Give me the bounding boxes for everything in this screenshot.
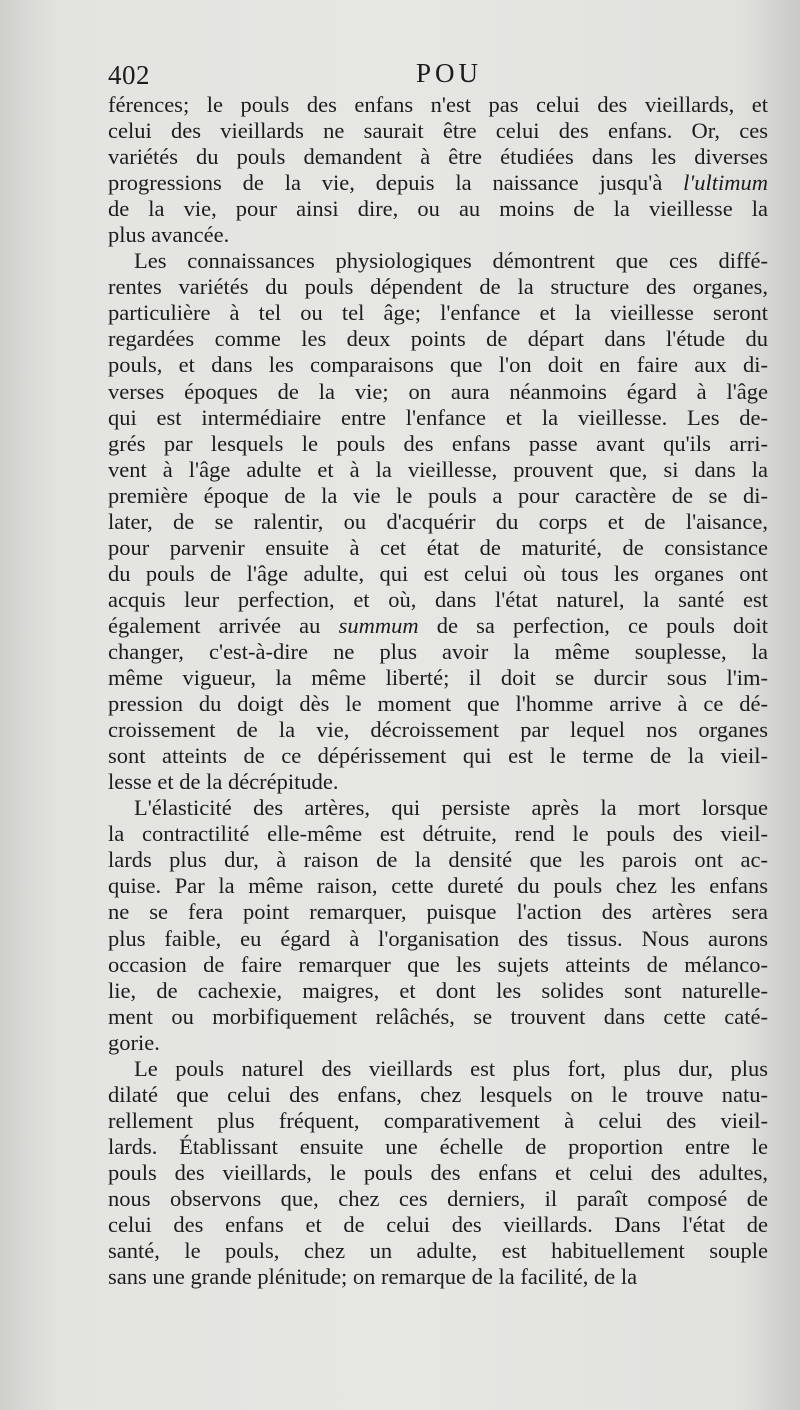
paragraph — [108, 248, 768, 795]
running-head: POU — [416, 58, 483, 88]
text-line: variétés du pouls demandent à être étudiées dans les diverses — [108, 144, 768, 170]
text-line: L'élasticité des artères, qui persiste après la mort lorsque — [134, 795, 768, 821]
text-line: de la vie, pour ainsi dire, ou au moins de la vieillesse la — [108, 196, 768, 222]
page-header — [108, 58, 768, 94]
text-line: verses époques de la vie; on aura néanmoins égard à l'âge — [108, 378, 768, 404]
text-line: vent à l'âge adulte et à la vieillesse, prouvent que, si dans la — [108, 456, 768, 482]
text-line: sans une grande plénitude; on remarque de la facilité, de la — [108, 1264, 638, 1290]
text-line: quise. Par la même raison, cette dureté du pouls chez les enfans — [108, 873, 768, 899]
text-line: la contractilité elle-même est détruite, rend le pouls des vieil- — [108, 821, 768, 847]
text-line: nous observons que, chez ces derniers, il paraît composé de — [108, 1185, 768, 1211]
text-line: férences; le pouls des enfans n'est pas celui des vieillards, et — [108, 92, 768, 117]
text-line: gorie. — [108, 1029, 160, 1055]
text-line: qui est intermédiaire entre l'enfance et la vieillesse. Les de- — [108, 404, 768, 430]
text-line: acquis leur perfection, et où, dans l'état naturel, la santé est — [108, 586, 768, 612]
text-line: particulière à tel ou tel âge; l'enfance et la vieillesse seront — [108, 300, 768, 326]
text-line: première époque de la vie le pouls a pour caractère de se di- — [108, 482, 768, 508]
text-line: pouls des vieillards, le pouls des enfans et celui des adultes, — [108, 1159, 768, 1185]
text-line: pour parvenir ensuite à cet état de maturité, de consistance — [108, 534, 768, 560]
text-line: santé, le pouls, chez un adulte, est habituellement souple — [108, 1238, 768, 1264]
text-line: plus avancée. — [108, 222, 230, 248]
text-line: celui des vieillards ne saurait être celui des enfans. Or, ces — [108, 118, 768, 144]
text-line: plus faible, eu égard à l'organisation des tissus. Nous aurons — [108, 925, 768, 951]
text-line: lesse et de la décrépitude. — [108, 769, 339, 795]
page-number: 402 — [108, 60, 150, 90]
text-line: croissement de la vie, décroissement par lequel nos organes — [108, 717, 768, 743]
text-line: progressions de la vie, depuis la naissance jusqu'à l'ultimum — [108, 170, 768, 196]
text-line: lards plus dur, à raison de la densité que les parois ont ac- — [108, 847, 768, 873]
text-line: également arrivée au summum de sa perfection, ce pouls doit — [108, 612, 768, 638]
text-line: ment ou morbifiquement relâchés, se trouvent dans cette caté- — [108, 1003, 768, 1029]
body-text — [108, 92, 768, 1290]
text-line: rentes variétés du pouls dépendent de la structure des organes, — [108, 274, 768, 300]
text-line: later, de se ralentir, ou d'acquérir du corps et de l'aisance, — [108, 508, 768, 534]
text-line: dilaté que celui des enfans, chez lesquels on le trouve natu- — [108, 1081, 768, 1107]
text-line: occasion de faire remarquer que les sujets atteints de mélanco- — [108, 951, 768, 977]
text-line: lie, de cachexie, maigres, et dont les solides sont naturelle- — [108, 977, 768, 1003]
text-line: changer, c'est-à-dire ne plus avoir la même souplesse, la — [108, 638, 768, 664]
text-line: sont atteints de ce dépérissement qui est le terme de la vieil- — [108, 743, 768, 769]
text-line: grés par lesquels le pouls des enfans passe avant qu'ils arri- — [108, 430, 768, 456]
text-line: pouls, et dans les comparaisons que l'on doit en faire aux di- — [108, 352, 768, 378]
paragraph — [108, 795, 768, 1055]
text-line: du pouls de l'âge adulte, qui est celui où tous les organes ont — [108, 560, 768, 586]
text-line: Le pouls naturel des vieillards est plus fort, plus dur, plus — [134, 1055, 768, 1081]
text-line: Les connaissances physiologiques démontrent que ces diffé- — [134, 248, 768, 274]
text-line: celui des enfans et de celui des vieillards. Dans l'état de — [108, 1212, 768, 1238]
paragraph — [108, 1056, 768, 1290]
text-line: regardées comme les deux points de départ dans l'étude du — [108, 326, 768, 352]
text-line: pression du doigt dès le moment que l'homme arrive à ce dé- — [108, 691, 768, 717]
text-line: ne se fera point remarquer, puisque l'action des artères sera — [108, 899, 768, 925]
text-line: lards. Établissant ensuite une échelle de proportion entre le — [108, 1133, 768, 1159]
text-line: rellement plus fréquent, comparativement à celui des vieil- — [108, 1107, 768, 1133]
paragraph — [108, 92, 768, 248]
text-line: même vigueur, la même liberté; il doit se durcir sous l'im- — [108, 665, 768, 691]
